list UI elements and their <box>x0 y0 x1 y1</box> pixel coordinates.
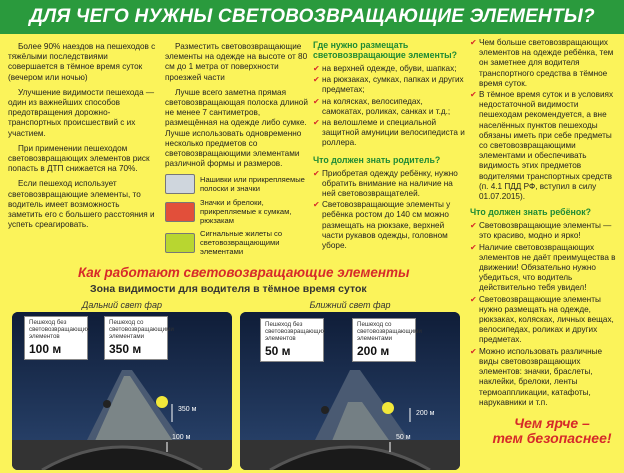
bubble-with-reflectors <box>104 316 174 360</box>
list-item: ✔ Световозвращающие элементы у ребёнка ростом до 140 см можно размещать на рюкзаке, верхней части рукавов одежды, головном уборе. <box>313 200 465 251</box>
where-heading: Где нужно размещать световозвращающие элементы? <box>313 40 458 60</box>
header-banner <box>0 0 624 34</box>
child-heading: Что должен знать ребёнок? <box>470 207 591 218</box>
placement-paragraph-2: Лучше всего заметна прямая световозвращающая полоска длиной не менее 7 сантиметров, размещённая на одежде либо сумке. Лучше использовать одновременно несколько предметов со световозвращающими элементами различной формы и размеров. <box>165 87 308 169</box>
distance-far: 200 м <box>416 410 435 417</box>
high-beam-scene <box>12 312 232 470</box>
column-placement <box>165 42 311 256</box>
column-where <box>313 38 465 252</box>
example-stripes <box>165 174 311 194</box>
slogan <box>486 416 618 446</box>
list-item: ✔ В тёмное время суток и в условиях недостаточной видимости пешеходам рекомендуется, а вне населённых пунктов пешеходы обязаны иметь при себе предметы со световозвращающими элементами и обеспечивать видимость этих предметов водителями транспортных средств (п. 4.1 ПДД РФ, вступил в силу 01.07.2015). <box>470 90 618 202</box>
list-item: ✔ Можно использовать различные виды световозвращающих элементов: значки, браслеты, наклейки, брелоки, ленты термоаппликации, катафоты, нарукавники и т.п. <box>470 347 618 408</box>
child-list <box>470 221 618 408</box>
bubble-text: Пешеход со световозвращающими элементами <box>109 319 174 340</box>
stat-paragraph-2: Улучшение видимости пешехода — один из важнейших способов предотвращения дорожно-транспортных происшествий с их участием. <box>8 87 155 138</box>
list-item: ✔ Приобретая одежду ребёнку, нужно обратить внимание на наличие на ней световозвращателей. <box>313 169 465 200</box>
bubble-without-reflectors <box>260 318 324 362</box>
list-item: ✔ Наличие световозвращающих элементов не даёт преимущества в движении! Обязательно нужно убедиться, что водитель действительно тебя увидел! <box>470 243 618 294</box>
column-statistics <box>8 42 156 235</box>
bubble-value: 100 м <box>29 342 62 356</box>
how-it-works-title: Как работают световозвращающие элементы <box>78 265 410 280</box>
bubble-text: Пешеход со световозвращающими элементами <box>357 321 422 342</box>
list-item: ✔ на колясках, велосипедах, самокатах, роликах, санках и т.д.; <box>313 97 465 117</box>
high-beam-label: Дальний свет фар <box>82 300 162 310</box>
list-item: ✔ на рюкзаках, сумках, папках и других предметах; <box>313 75 465 95</box>
example-vests <box>165 229 311 256</box>
high-beam-panel <box>12 300 232 470</box>
bubble-value: 50 м <box>265 344 291 358</box>
distance-near: 100 м <box>172 434 191 441</box>
list-item: ✔ Чем больше световозвращающих элементов на одежде ребёнка, тем он заметнее для водителя транспортного средства в тёмное время суток. <box>470 38 618 89</box>
distance-near: 50 м <box>396 434 411 441</box>
stat-paragraph-3: При применении пешеходом световозвращающих элементов риск попасть в ДТП снижается на 70%. <box>8 143 150 174</box>
example-stripes-label: Нашивки или прикрепляемые полоски и значки <box>200 175 305 194</box>
low-beam-panel <box>240 300 460 470</box>
bubble-value: 200 м <box>357 344 390 358</box>
example-keychains-label: Значки и брелоки, прикрепляемые к сумкам, рюкзакам <box>200 198 292 226</box>
slogan-line-1: Чем ярче – <box>514 415 590 431</box>
slogan-line-2: тем безопаснее! <box>492 430 612 446</box>
list-item: ✔ Световозвращающие элементы — это красиво, модно и ярко! <box>470 221 618 241</box>
visibility-list <box>470 38 618 202</box>
list-item: ✔ на верхней одежде, обуви, шапках; <box>313 64 465 74</box>
column-child <box>470 38 618 409</box>
bubble-value: 350 м <box>109 342 142 356</box>
keychain-image <box>165 202 195 222</box>
stat-paragraph-1: Более 90% наездов на пешеходов с тяжёлыми последствиями совершается в тёмное время суток (вечером или ночью) <box>8 42 156 82</box>
stripes-image <box>165 174 195 194</box>
low-beam-label: Ближний свет фар <box>309 300 391 310</box>
visibility-subtitle: Зона видимости для водителя в тёмное время суток <box>90 283 367 295</box>
bubble-without-reflectors <box>24 316 88 360</box>
list-item: ✔ Световозвращающие элементы нужно размещать на одежде, рюкзаках, колясках, личных вещах, велосипедах, роликах и других предметах. <box>470 295 618 346</box>
placement-paragraph-1: Разместить световозвращающие элементы на одежде на высоте от 80 см до 1 метра от поверхности проезжей части <box>165 42 308 82</box>
parent-list <box>313 169 465 252</box>
parent-heading: Что должен знать родитель? <box>313 154 441 165</box>
vest-image <box>165 233 195 253</box>
where-list <box>313 64 465 149</box>
stat-paragraph-4: Если пешеход использует световозвращающие элементы, то водитель имеет возможность заметить его с большего расстояния и успеть среагировать. <box>8 179 155 230</box>
low-beam-scene <box>240 312 460 470</box>
example-keychains <box>165 198 311 225</box>
bubble-text: Пешеход без световозвращающих элементов <box>265 321 326 342</box>
bubble-with-reflectors <box>352 318 422 362</box>
page-title: ДЛЯ ЧЕГО НУЖНЫ СВЕТОВОЗВРАЩАЮЩИЕ ЭЛЕМЕНТЫ? <box>29 6 595 27</box>
example-vests-label: Сигнальные жилеты со световозвращающими элементами <box>200 229 283 257</box>
distance-far: 350 м <box>178 406 197 413</box>
bubble-text: Пешеход без световозвращающих элементов <box>29 319 90 340</box>
list-item: ✔ на велошлеме и специальной защитной амуниции велосипедиста и роллера. <box>313 118 465 149</box>
